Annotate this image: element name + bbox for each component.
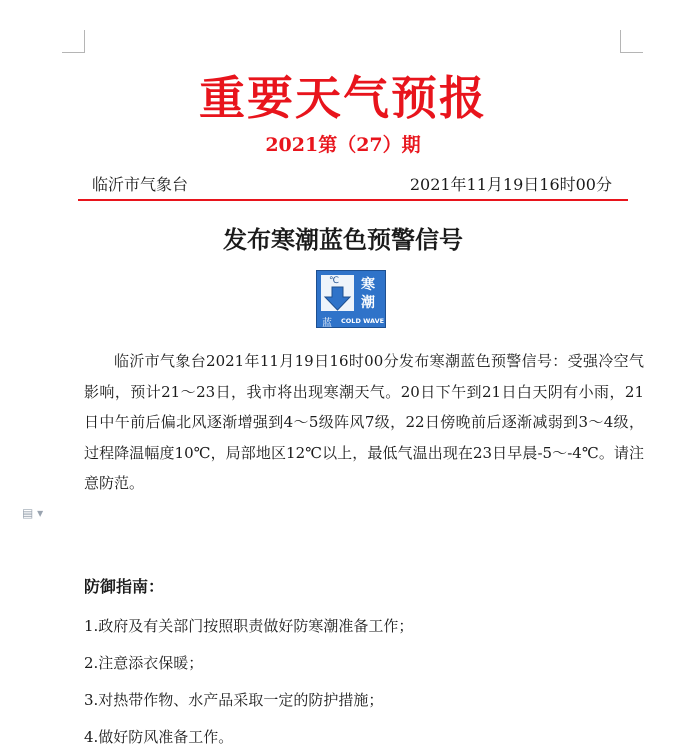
page-corner-mark-right (620, 30, 643, 53)
page-corner-mark-left (62, 30, 85, 53)
guide-item: 3.对热带作物、水产品采取一定的防护措施； (84, 691, 384, 709)
guide-item: 4.做好防风准备工作。 (84, 728, 234, 746)
down-arrow-icon (321, 285, 354, 311)
defense-guide-heading: 防御指南： (84, 577, 165, 596)
badge-level: 蓝 (322, 318, 332, 329)
paragraph-options-icon[interactable]: ▤ ▾ (22, 506, 44, 520)
guide-item: 1.政府及有关部门按照职责做好防寒潮准备工作； (84, 617, 414, 635)
guide-item: 2.注意添衣保暖； (84, 654, 204, 672)
badge-english: COLD WAVE (341, 317, 385, 325)
warning-title: 发布寒潮蓝色预警信号 (223, 225, 463, 254)
issue-number: 2021第（27）期 (265, 134, 421, 156)
warning-paragraph: 临沂市气象台2021年11月19日16时00分发布寒潮蓝色预警信号：受强冷空气影响，预计21～23日，我市将出现寒潮天气。20日下午到21日白天阴有小雨，21日中午前后偏北风逐渐增强到4～5级阵风7级，22日傍晚前后逐渐减弱到3～4级，过程降温幅度10℃，局部地区12℃以上，最低气温出现在23日早晨-5～-4℃。请注意防范。 (84, 352, 644, 492)
issuer: 临沂市气象台 (92, 175, 189, 194)
badge-char-cold: 寒 (361, 277, 375, 293)
cold-wave-blue-warning-icon (316, 270, 386, 328)
page-title: 重要天气预报 (199, 71, 487, 125)
issue-datetime: 2021年11月19日16时00分 (409, 175, 612, 194)
badge-char-tide: 潮 (361, 295, 375, 311)
header-divider (78, 199, 628, 201)
celsius-label: ℃ (329, 276, 340, 286)
warning-body (84, 346, 644, 499)
